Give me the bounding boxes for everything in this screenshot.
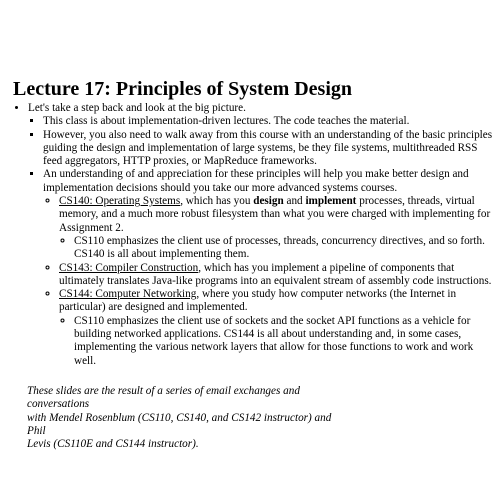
cs140-note <box>74 235 493 262</box>
slide-title: Lecture 17: Principles of System Design <box>13 78 353 100</box>
point-text: This class is about implementation-driven lectures. The code teaches the material. <box>43 115 410 128</box>
course-item-cs143 <box>59 262 493 289</box>
footnote-line: These slides are the result of a series of email exchanges and conversations <box>27 385 300 411</box>
slide-content <box>13 78 493 368</box>
cs143-text: , which has you implement a pipeline of components that ultimately translates Java-like programs into an equivalent stream of assembly code instructions. <box>59 261 492 287</box>
cs140-bold-implement: implement <box>305 195 357 208</box>
cs140-bold-design: design <box>253 195 284 208</box>
course-item-cs140 <box>59 195 493 261</box>
point-text: An understanding of and appreciation for these principles will help you make better design and implementation decisions should you take our more advanced systems courses. <box>43 168 469 194</box>
slide-footnote <box>27 385 347 451</box>
intro-bullet <box>28 102 493 368</box>
intro-text: Let's take a step back and look at the big picture. <box>28 102 246 114</box>
cs144-link[interactable]: CS144: Computer Networking <box>59 288 197 301</box>
sub-bullet-list <box>28 115 493 368</box>
footnote-line: with Mendel Rosenblum (CS110, CS140, and CS142 instructor) and Phil <box>27 411 332 437</box>
point-design-principles <box>43 129 493 169</box>
footnote-line: Levis (CS110E and CS144 instructor). <box>27 438 199 451</box>
cs140-text: and <box>283 195 306 208</box>
point-text: However, you also need to walk away from this course with an understanding of the basic principles guiding the design and implementation of large systems, be they file systems, multithreaded RSS feed aggregators, HTTP proxies, or MapReduce frameworks. <box>43 128 493 168</box>
course-item-cs144 <box>59 288 493 368</box>
cs144-note-list <box>59 315 493 368</box>
point-implementation-driven <box>43 115 493 128</box>
cs140-link[interactable]: CS140: Operating Systems <box>59 195 181 208</box>
cs140-text: , which has you <box>180 195 254 208</box>
cs140-note-text: CS110 emphasizes the client use of processes, threads, concurrency directives, and so forth. CS140 is all about implementing them. <box>74 234 485 261</box>
cs140-text: processes, threads, virtual memory, and a much more robust filesystem than what you were charged with implementing for Assignment 2. <box>59 195 491 234</box>
cs140-note-list <box>59 235 493 262</box>
cs144-text: , where you study how computer networks (the Internet in particular) are designed and implemented. <box>59 288 457 314</box>
cs144-note-text: CS110 emphasizes the client use of sockets and the socket API functions as a vehicle for building networked applications. CS144 is all about understanding and, in some cases, implementing the various network layers that allow for those functions to work and work well. <box>74 314 474 367</box>
main-bullet-list <box>13 102 493 368</box>
point-advanced-courses <box>43 168 493 367</box>
course-list <box>43 195 493 368</box>
cs143-link[interactable]: CS143: Compiler Construction <box>59 261 199 274</box>
cs144-note <box>74 315 493 368</box>
